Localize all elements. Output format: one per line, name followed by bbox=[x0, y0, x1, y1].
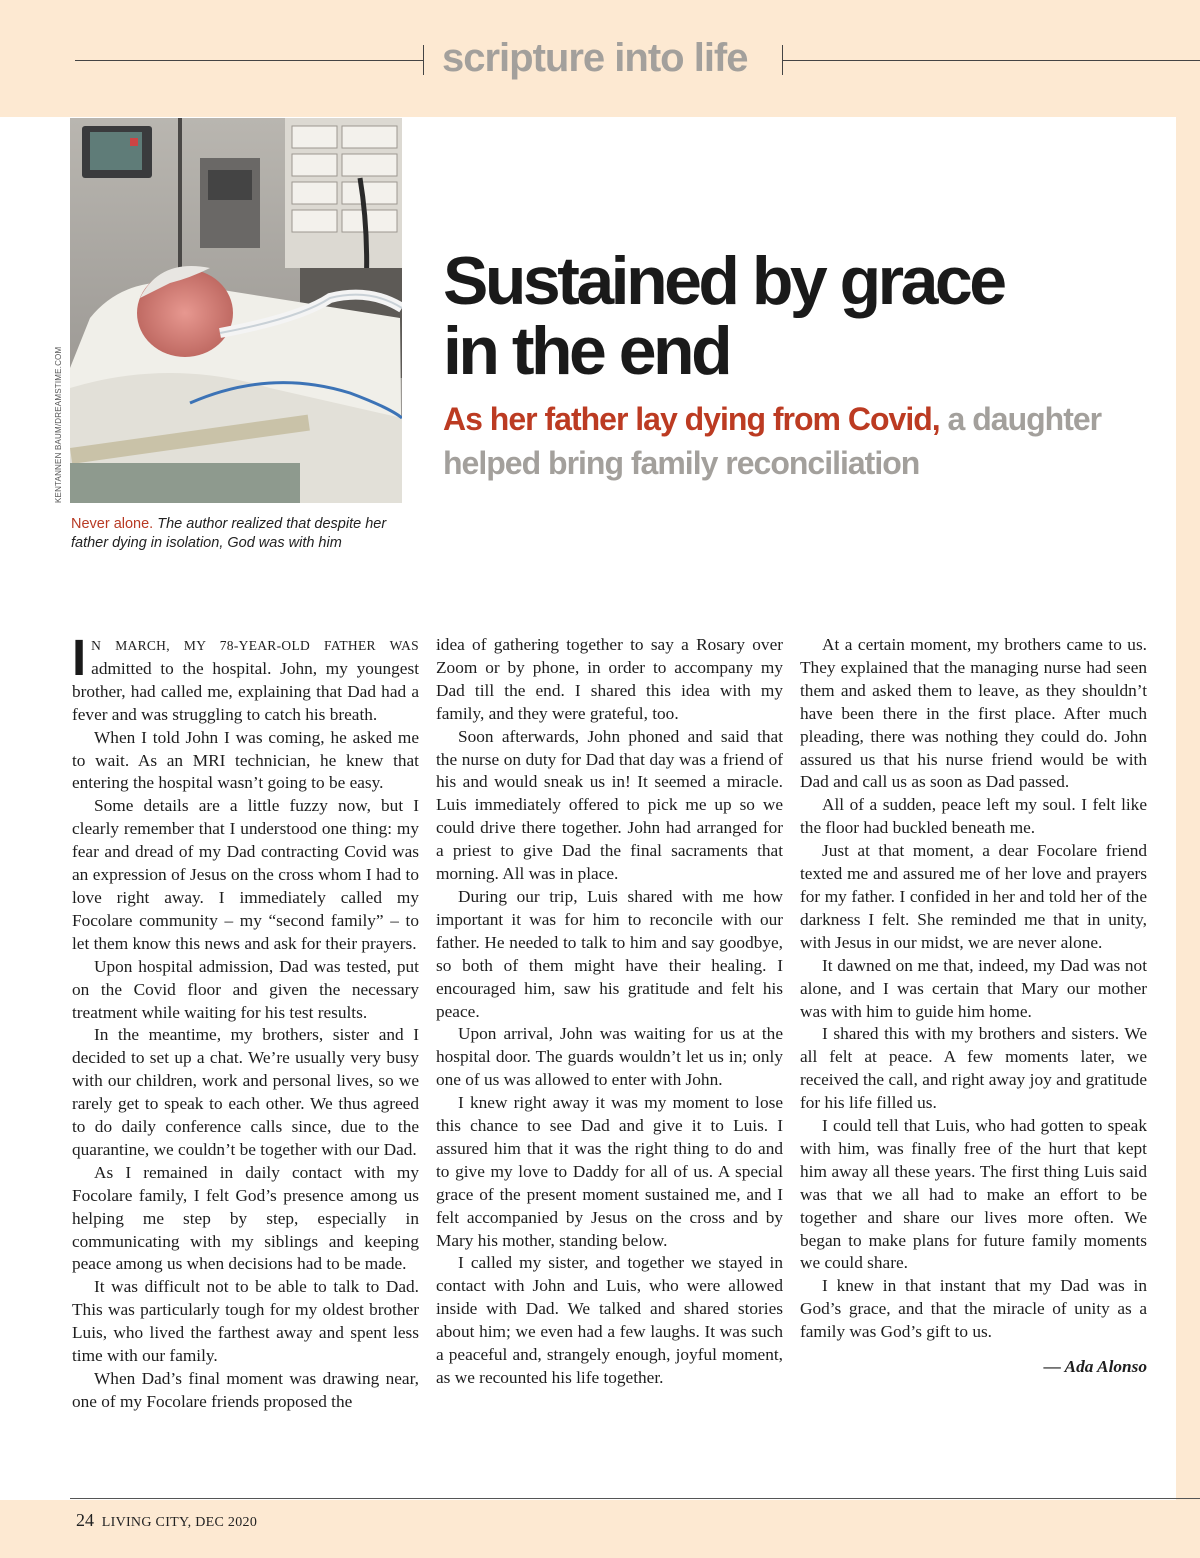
paragraph: It dawned on me that, indeed, my Dad was not alone, and I was certain that Mary our mother was with him to guide him home. bbox=[800, 955, 1147, 1021]
paragraph: At a certain moment, my brothers came to us. They explained that the managing nurse had seen them and asked them to leave, as they shouldn’t have been there in the first place. After much pleading, there was nothing they could do. John assured us that his nurse friend would be with Dad and call us as soon as Dad passed. bbox=[800, 635, 1147, 792]
author-signature: — Ada Alonso bbox=[1043, 1357, 1147, 1377]
paragraph: I called my sister, and together we stayed in contact with John and Luis, who were allowed inside with Dad. We talked and shared stories about him; we even had a few laughs. It was such a peaceful and, strangely enough, joyful moment, as we recounted his life together. bbox=[436, 1253, 783, 1387]
header-divider-left bbox=[423, 45, 424, 75]
paragraph: Upon hospital admission, Dad was tested, put on the Covid floor and given the necessary treatment while waiting for his test results. bbox=[72, 956, 419, 1022]
caption-lead: Never alone. bbox=[71, 516, 154, 532]
opening-text: admitted to the hospital. John, my youngest brother, had called me, explaining that Dad had a fever and was struggling to catch his breath. bbox=[72, 658, 419, 724]
footer-rule bbox=[70, 1498, 1200, 1499]
deck-red: As her father lay dying from Covid, bbox=[443, 401, 940, 437]
caption-text: The author realized that despite her father dying in isolation, God was with him bbox=[71, 516, 387, 551]
headline-line-2: in the end bbox=[443, 313, 730, 389]
paragraph: In the meantime, my brothers, sister and I decided to set up a chat. We’re usually very busy with our children, work and personal lives, so we rarely get to speak to each other. We thus agreed to do daily conference calls since, due to the quarantine, we couldn’t be together with our Dad. bbox=[72, 1025, 419, 1159]
paragraph: Upon arrival, John was waiting for us at the hospital door. The guards wouldn’t let us in; only one of us was allowed to enter with John. bbox=[436, 1024, 783, 1090]
photo-credit: KENTANNEN BAUM/DREAMSTIME.COM bbox=[54, 346, 63, 503]
header-rule-left bbox=[75, 60, 423, 61]
header-rule-right bbox=[782, 60, 1200, 61]
body-column-3 bbox=[800, 634, 1147, 1379]
drop-cap: I bbox=[72, 629, 87, 686]
photo-caption bbox=[71, 515, 411, 553]
paragraph: When Dad’s final moment was drawing near, one of my Focolare friends proposed the bbox=[72, 1369, 419, 1411]
paragraph-continued: idea of gathering together to say a Rosary over Zoom or by phone, in order to accompany my Dad till the end. I shared this idea with my family, and they were grateful, too. bbox=[436, 635, 783, 723]
paragraph: When I told John I was coming, he asked me to wait. As an MRI technician, he knew that entering the hospital wasn’t going to be easy. bbox=[72, 727, 419, 793]
body-column-1 bbox=[72, 629, 419, 1414]
publication-line: LIVING CITY, DEC 2020 bbox=[101, 1515, 258, 1530]
opening-smallcaps: N MARCH, MY 78-YEAR-OLD FATHER WAS bbox=[91, 638, 419, 653]
paragraph: I knew in that instant that my Dad was in God’s grace, and that the miracle of unity as a family was God’s gift to us. bbox=[800, 1276, 1147, 1342]
headline bbox=[443, 243, 1143, 389]
body-column-2 bbox=[436, 634, 783, 1390]
headline-line-1: Sustained by grace bbox=[443, 243, 1004, 319]
paragraph: Soon afterwards, John phoned and said that the nurse on duty for Dad that day was a friend of his and would sneak us in! It seemed a miracle. Luis immediately offered to pick me up so we could drive there together. John had arranged for a priest to give Dad the final sacraments that morning. All was in place. bbox=[436, 726, 783, 884]
paragraph: During our trip, Luis shared with me how important it was for him to reconcile with our father. He needed to talk to him and say goodbye, so both of them might have their healing. I encouraged him, saw his gratitude and felt his peace. bbox=[436, 886, 783, 1021]
paragraph: Some details are a little fuzzy now, but I clearly remember that I understood one thing: my fear and dread of my Dad contracting Covid was an expression of Jesus on the cross whom I had to love right away. I immediately called my Focolare community – my “second family” – to let them know this news and ask for their prayers. bbox=[72, 796, 419, 953]
page-number: 24 bbox=[76, 1510, 94, 1530]
footer bbox=[76, 1510, 257, 1531]
paragraph: All of a sudden, peace left my soul. I felt like the floor had buckled beneath me. bbox=[800, 795, 1147, 838]
paragraph: As I remained in daily contact with my Focolare family, I felt God’s presence among us helping me step by step, especially in communicating with my siblings and keeping peace among us when decisions had to be made. bbox=[72, 1162, 419, 1274]
paragraph: Just at that moment, a dear Focolare friend texted me and assured me of her love and prayers for my father. I confided in her and told her of the darkness I felt. She reminded me that in unity, with Jesus in our midst, we are never alone. bbox=[800, 841, 1147, 952]
paragraph: It was difficult not to be able to talk to Dad. This was particularly tough for my oldest brother Luis, who lived the farthest away and spent less time with our family. bbox=[72, 1277, 419, 1366]
section-title: scripture into life bbox=[442, 36, 748, 80]
deck-gray: a daughter helped bring family reconciliation bbox=[443, 401, 1102, 481]
hospital-photo bbox=[70, 118, 402, 503]
opening-paragraph bbox=[72, 629, 419, 727]
deck bbox=[443, 397, 1163, 485]
paragraph: I could tell that Luis, who had gotten to speak with him, was finally free of the hurt that kept him away all these years. The first thing Luis said was that we all had to make an effort to be together and share our lives more often. We began to make plans for future family moments we could share. bbox=[800, 1116, 1147, 1273]
paragraph: I knew right away it was my moment to lose this chance to see Dad and give it to Luis. I assured him that it was the right thing to do and to give my love to Daddy for all of us. A special grace of the present moment sustained me, and I felt accompanied by Jesus on the cross and by Mary his mother, standing below. bbox=[436, 1093, 783, 1250]
paragraph: I shared this with my brothers and sisters. We all felt at peace. A few moments later, we received the call, and right away joy and gratitude for his life filled us. bbox=[800, 1024, 1147, 1113]
